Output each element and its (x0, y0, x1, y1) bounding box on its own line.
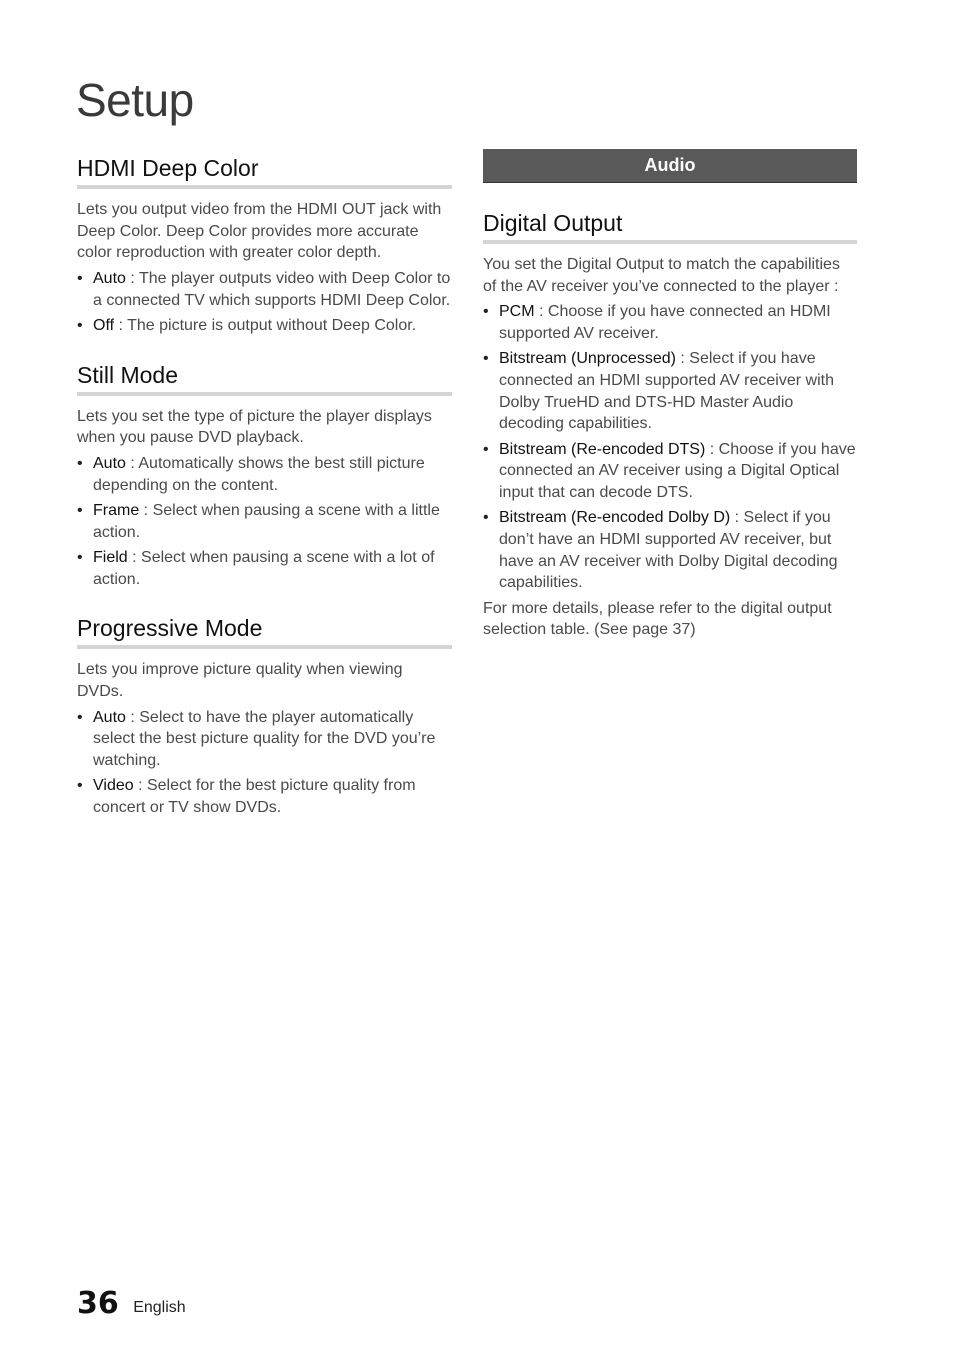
option-description: : Select when pausing a scene with a little action. (93, 502, 440, 541)
option-term: Bitstream (Re-encoded Dolby D) (499, 509, 731, 527)
section-intro: You set the Digital Output to match the capabilities of the AV receiver you’ve connected to the player : (483, 256, 840, 295)
option-description: : The picture is output without Deep Color. (114, 317, 417, 335)
section-progressive-mode (77, 612, 452, 818)
option-term: Video (93, 777, 134, 795)
bullet-icon: • (77, 548, 83, 566)
bullet-icon: • (77, 708, 83, 726)
section-digital-output (483, 207, 857, 641)
option-term: PCM (499, 303, 535, 321)
list-item (77, 547, 452, 590)
option-description: : Select if you don’t have an HDMI supported AV receiver, but have an AV receiver with Dolby Digital decoding capabilities. (499, 509, 838, 592)
list-item (77, 453, 452, 496)
page-number: 36 (77, 1286, 119, 1321)
bullet-icon: • (77, 502, 83, 520)
left-column (77, 152, 452, 841)
page-footer (77, 1286, 186, 1322)
bullet-icon: • (77, 777, 83, 795)
section-intro: Lets you improve picture quality when viewing DVDs. (77, 661, 403, 701)
section-still-mode (77, 359, 452, 591)
option-description: : Select to have the player automatically select the best picture quality for the DVD you’re watching. (93, 708, 436, 770)
option-description: : Automatically shows the best still picture depending on the content. (93, 455, 425, 494)
list-item (483, 348, 857, 435)
section-heading: Still Mode (77, 359, 452, 396)
section-heading: Digital Output (483, 207, 857, 244)
option-list (77, 707, 452, 819)
page-language: English (133, 1299, 186, 1316)
list-item (77, 707, 452, 772)
option-term: Auto (93, 455, 126, 473)
bullet-icon: • (483, 440, 489, 458)
option-term: Off (93, 317, 115, 335)
bullet-icon: • (77, 317, 83, 335)
bullet-icon: • (77, 270, 83, 288)
list-item (77, 775, 452, 818)
list-item (483, 507, 857, 594)
list-item (77, 268, 452, 311)
bullet-icon: • (77, 455, 83, 473)
page-title: Setup (76, 74, 194, 126)
list-item (483, 301, 857, 344)
option-description: : The player outputs video with Deep Color to a connected TV which supports HDMI Deep Color. (93, 270, 451, 309)
option-description: : Select if you have connected an HDMI supported AV receiver with Dolby TrueHD and DTS-HD Master Audio decoding capabilities. (499, 350, 834, 433)
option-term: Field (93, 548, 128, 566)
bullet-icon: • (483, 303, 489, 321)
section-outro: For more details, please refer to the digital output selection table. (See page 37) (483, 599, 832, 639)
option-list (77, 453, 452, 590)
option-description: : Choose if you have connected an HDMI supported AV receiver. (499, 303, 831, 343)
option-term: Auto (93, 270, 126, 288)
list-item (483, 439, 857, 504)
option-term: Auto (93, 708, 126, 726)
section-hdmi-deep-color (77, 152, 452, 337)
list-item (77, 500, 452, 543)
option-description: : Choose if you have connected an AV receiver using a Digital Optical input that can decode DTS. (499, 440, 856, 502)
option-description: : Select when pausing a scene with a lot of action. (93, 548, 435, 588)
bullet-icon: • (483, 509, 489, 527)
list-item (77, 315, 452, 337)
section-heading: Progressive Mode (77, 612, 452, 649)
section-intro: Lets you set the type of picture the player displays when you pause DVD playback. (77, 407, 432, 447)
option-list (77, 268, 452, 337)
right-column (483, 149, 857, 641)
option-term: Frame (93, 502, 140, 520)
option-description: : Select for the best picture quality from concert or TV show DVDs. (93, 777, 416, 817)
option-list (483, 301, 857, 594)
category-bar-audio: Audio (483, 149, 857, 183)
option-term: Bitstream (Unprocessed) (499, 350, 676, 368)
bullet-icon: • (483, 350, 489, 368)
section-heading: HDMI Deep Color (77, 152, 452, 189)
option-term: Bitstream (Re-encoded DTS) (499, 440, 706, 458)
section-intro: Lets you output video from the HDMI OUT jack with Deep Color. Deep Color provides more accurate color reproduction with greater color depth. (77, 201, 442, 262)
